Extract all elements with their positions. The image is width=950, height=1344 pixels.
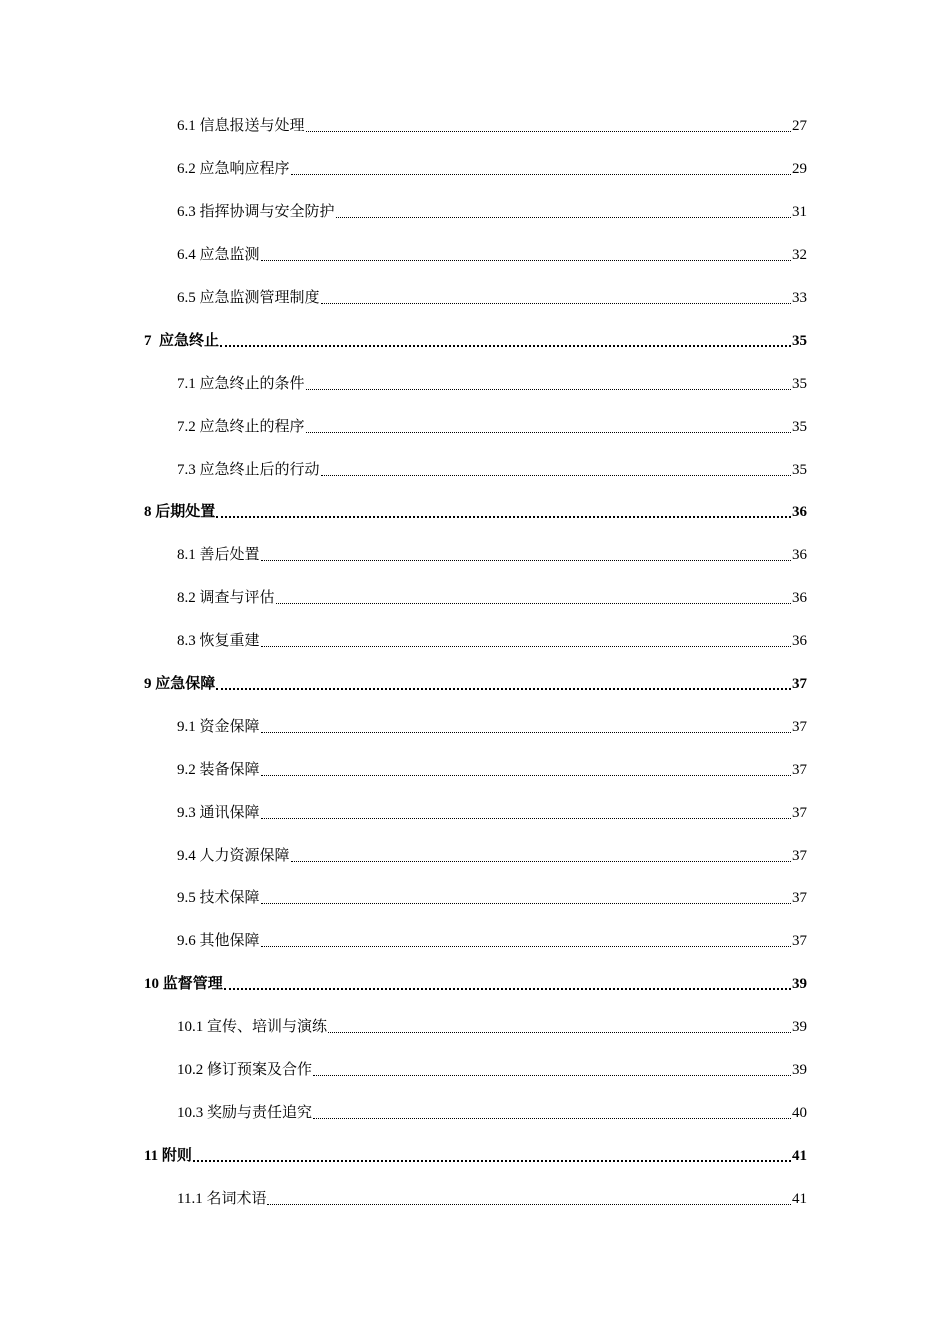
- toc-entry-page-number: 35: [792, 375, 807, 392]
- toc-chapter-entry[interactable]: [0, 491, 950, 534]
- toc-entry-page-number: 36: [792, 504, 807, 521]
- toc-dot-leader: [267, 1189, 791, 1209]
- toc-entry-title: 7.3 应急终止后的行动: [177, 461, 320, 478]
- toc-entry-page-number: 31: [792, 204, 807, 221]
- toc-entry-page-number: 33: [792, 290, 807, 306]
- toc-entry-title: 9.5 技术保障: [177, 890, 260, 907]
- toc-chapter-entry[interactable]: [0, 663, 950, 706]
- toc-dot-leader: [291, 159, 791, 179]
- toc-entry-title: 9.4 人力资源保障: [177, 847, 290, 864]
- toc-section-entry[interactable]: [0, 1091, 950, 1134]
- toc-section-entry[interactable]: [0, 834, 950, 877]
- toc-entry-page-number: 37: [792, 847, 807, 864]
- toc-entry-title: 10.2 修订预案及合作: [177, 1062, 313, 1079]
- toc-entry-title: 6.4 应急监测: [177, 247, 260, 264]
- toc-dot-leader: [313, 1060, 791, 1080]
- toc-entry-title: 8.3 恢复重建: [177, 633, 260, 650]
- toc-chapter-entry[interactable]: [0, 963, 950, 1006]
- toc-entry-title: 6.5 应急监测管理制度: [177, 290, 320, 306]
- toc-entry-title: 11.1 名词术语: [177, 1190, 267, 1207]
- toc-entry-page-number: 27: [792, 118, 807, 135]
- toc-entry-title: 10.3 奖励与责任追究: [177, 1104, 313, 1121]
- toc-entry-title: 7.2 应急终止的程序: [177, 418, 305, 435]
- toc-entry-title: 7 应急终止: [144, 332, 220, 349]
- toc-section-entry[interactable]: [0, 1177, 950, 1220]
- toc-entry-title: 9.1 资金保障: [177, 718, 260, 735]
- toc-dot-leader: [306, 417, 791, 437]
- toc-dot-leader: [306, 116, 791, 136]
- toc-section-entry[interactable]: [0, 620, 950, 663]
- toc-entry-page-number: 37: [792, 761, 807, 778]
- toc-section-entry[interactable]: [0, 791, 950, 834]
- toc-entry-page-number: 41: [792, 1147, 807, 1164]
- toc-dot-leader: [261, 931, 791, 951]
- toc-chapter-entry[interactable]: [0, 1134, 950, 1177]
- toc-dot-leader: [261, 717, 791, 737]
- toc-entry-page-number: 37: [792, 933, 807, 950]
- toc-entry-title: 10 监督管理: [144, 976, 223, 993]
- toc-entry-page-number: 39: [792, 1062, 807, 1079]
- toc-entry-page-number: 37: [792, 718, 807, 735]
- toc-entry-page-number: 41: [792, 1190, 807, 1207]
- toc-section-entry[interactable]: [0, 577, 950, 620]
- toc-entry-page-number: 37: [792, 804, 807, 821]
- toc-entry-page-number: 39: [792, 976, 807, 993]
- toc-entry-title: 11 附则: [144, 1147, 192, 1164]
- toc-entry-title: 8 后期处置: [144, 504, 216, 521]
- toc-entry-page-number: 35: [792, 418, 807, 435]
- toc-dot-leader: [328, 1017, 791, 1037]
- toc-section-entry[interactable]: [0, 748, 950, 791]
- toc-section-entry[interactable]: [0, 534, 950, 577]
- toc-entry-title: 8.1 善后处置: [177, 547, 260, 564]
- toc-entry-title: 6.3 指挥协调与安全防护: [177, 204, 335, 221]
- toc-entry-page-number: 29: [792, 161, 807, 178]
- toc-entry-title: 9.6 其他保障: [177, 933, 260, 950]
- toc-entry-title: 9.2 装备保障: [177, 761, 260, 778]
- toc-chapter-entry[interactable]: [0, 319, 950, 362]
- toc-entry-page-number: 37: [792, 676, 807, 693]
- table-of-contents: [0, 105, 950, 1220]
- toc-dot-leader: [216, 674, 791, 694]
- toc-section-entry[interactable]: [0, 920, 950, 963]
- toc-dot-leader: [224, 974, 791, 994]
- toc-entry-title: 6.2 应急响应程序: [177, 161, 290, 178]
- toc-section-entry[interactable]: [0, 191, 950, 234]
- toc-entry-page-number: 39: [792, 1019, 807, 1036]
- toc-entry-title: 7.1 应急终止的条件: [177, 375, 305, 392]
- toc-entry-title: 9 应急保障: [144, 676, 216, 693]
- toc-dot-leader: [321, 288, 791, 308]
- toc-dot-leader: [261, 888, 791, 908]
- toc-dot-leader: [193, 1146, 791, 1166]
- toc-dot-leader: [336, 202, 791, 222]
- toc-dot-leader: [261, 631, 791, 651]
- toc-section-entry[interactable]: [0, 405, 950, 448]
- toc-dot-leader: [220, 331, 791, 351]
- toc-dot-leader: [261, 245, 791, 265]
- toc-entry-page-number: 35: [792, 461, 807, 478]
- toc-entry-page-number: 36: [792, 633, 807, 650]
- toc-section-entry[interactable]: [0, 448, 950, 491]
- toc-section-entry[interactable]: [0, 877, 950, 920]
- toc-section-entry[interactable]: [0, 1006, 950, 1049]
- toc-dot-leader: [216, 502, 791, 522]
- toc-entry-page-number: 40: [792, 1104, 807, 1121]
- toc-entry-title: 6.1 信息报送与处理: [177, 118, 305, 135]
- toc-dot-leader: [261, 545, 791, 565]
- toc-dot-leader: [321, 460, 791, 480]
- toc-dot-leader: [291, 846, 791, 866]
- toc-dot-leader: [261, 803, 791, 823]
- toc-entry-page-number: 35: [792, 332, 807, 349]
- toc-entry-title: 8.2 调查与评估: [177, 590, 275, 607]
- toc-dot-leader: [306, 374, 791, 394]
- toc-entry-title: 9.3 通讯保障: [177, 804, 260, 821]
- toc-section-entry[interactable]: [0, 1049, 950, 1092]
- toc-section-entry[interactable]: [0, 705, 950, 748]
- toc-dot-leader: [261, 760, 791, 780]
- toc-dot-leader: [313, 1103, 791, 1123]
- toc-entry-page-number: 32: [792, 247, 807, 264]
- toc-section-entry[interactable]: [0, 105, 950, 148]
- toc-section-entry[interactable]: [0, 277, 950, 320]
- toc-entry-title: 10.1 宣传、培训与演练: [177, 1019, 328, 1036]
- toc-entry-page-number: 37: [792, 890, 807, 907]
- toc-dot-leader: [276, 588, 791, 608]
- toc-entry-page-number: 36: [792, 547, 807, 564]
- toc-section-entry[interactable]: [0, 362, 950, 405]
- toc-section-entry[interactable]: [0, 148, 950, 191]
- toc-section-entry[interactable]: [0, 234, 950, 277]
- toc-entry-page-number: 36: [792, 590, 807, 607]
